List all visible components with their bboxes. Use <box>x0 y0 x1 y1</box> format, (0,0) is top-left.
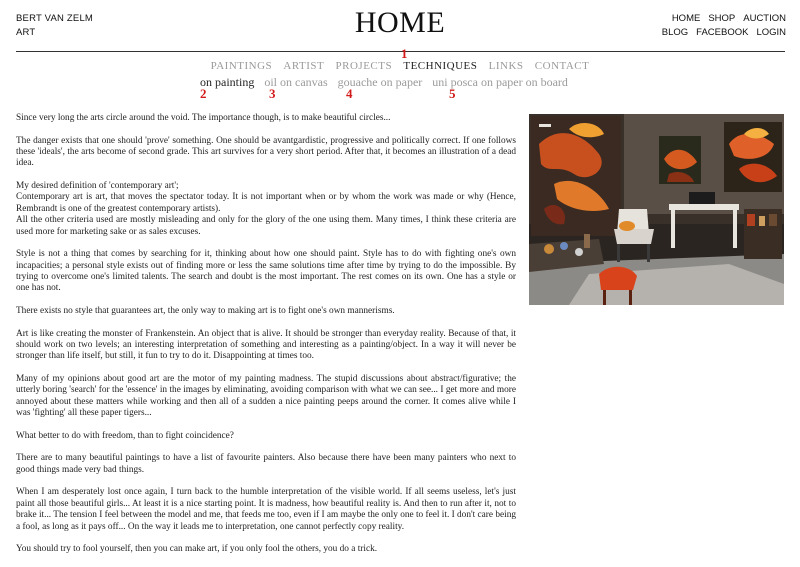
paragraph: You should try to fool yourself, then you can make art, if you only fool the others, you do a trick. <box>16 544 378 555</box>
annotation-marker-4: 4 <box>346 86 353 101</box>
paragraph: There are to many beautiful paintings to have a list of favourite painters. Also because there have been many painters who next to good things made very bad things. <box>16 453 516 475</box>
paragraph: Art is like creating the monster of Frankenstein. An object that is alive. It should be stronger than everyday reality. Because of that, it should work on two levels; an interesting interpretation of something and interesting as a painting/object. In a way it will never be stronger than life itself, but still, it fun to try to do it. Disappointing at times too. <box>16 328 516 362</box>
paragraph: Style is not a thing that comes by searching for it, thinking about how one should paint. Style has to do with fighting one's own incapacities; a personal style exists out of finding more or less the same solutions time after time by trying to do the impossible. By trying to overcome one's limited talents. The search and doubt is the most important. The rest comes on its own. One has a style or one has not. <box>16 249 516 294</box>
paragraph: Many of my opinions about good art are the motor of my painting madness. The stupid discussions about abstract/figurative; the utterly boring 'search' for the 'essence' in the images by eliminating, avoiding comparison with what we can see... I get more and more annoyed about these matters while working and then all of a sudden a nice painting peeps around the corner. It comes alive while I was 'fighting' all these paper tigers... <box>16 374 516 419</box>
brand-subtitle[interactable]: ART <box>16 27 36 38</box>
sub-nav-uni-posca[interactable]: uni posca on paper on board <box>432 75 568 89</box>
annotation-marker-1: 1 <box>401 46 408 61</box>
paragraph: Since very long the arts circle around the void. The importance though, is to make beautiful circles... <box>16 113 391 123</box>
paragraph: My desired definition of 'contemporary art'; Contemporary art is art, that moves the spectator today. It is not important when or by whom the work was made or why (Hence, Rembrandt is one of the greatest contemporary artists). All the other criteria used are mostly misleading and only for the glory of the one using them. Many times, I think these criteria are used more for marketing sake or as sales excuses. <box>16 181 516 237</box>
main-nav-techniques[interactable]: TECHNIQUES <box>403 60 478 72</box>
nav-home-link[interactable]: HOME <box>671 13 701 24</box>
nav-login-link[interactable]: LOGIN <box>756 27 786 38</box>
nav-shop-link[interactable]: SHOP <box>708 13 736 24</box>
sub-nav-oil-on-canvas[interactable]: oil on canvas <box>264 75 328 89</box>
sub-nav-on-painting[interactable]: on painting <box>200 75 255 89</box>
paragraph: When I am desperately lost once again, I turn back to the humble interpretation of the visible world. If all seems useless, let's just paint all those beautiful girls... At least it is a nice starting point. It is madness, how beautiful reality is. And then to run after it, not to brake it... The tension I feel between the model and me, that feeds me too, even if I am maybe the only one to feel it. I don't care being a fool, as long as it pays off... On the way it leads me to interpretation, one cannot perfectly copy reality. <box>16 487 517 532</box>
sub-nav <box>200 75 578 90</box>
paragraph: What better to do with freedom, than to fight coincidence? <box>16 430 234 441</box>
main-nav-links[interactable]: LINKS <box>488 60 524 72</box>
top-nav <box>654 12 786 40</box>
nav-auction-link[interactable]: AUCTION <box>743 13 786 24</box>
main-nav-paintings[interactable]: PAINTINGS <box>210 60 273 72</box>
main-nav <box>0 60 800 72</box>
annotation-marker-3: 3 <box>269 86 276 101</box>
studio-photo <box>529 114 784 305</box>
paragraph: The danger exists that one should 'prove' something. One should be avantgardistic, progressive and politically correct. If one follows these 'ideals', the arts become of second grade. This art survives for a very short period. After that, it becomes an illustration of a dead idea. <box>16 135 516 169</box>
annotation-marker-2: 2 <box>200 86 207 101</box>
page-title: HOME <box>354 6 446 39</box>
main-nav-contact[interactable]: CONTACT <box>534 60 590 72</box>
studio-photo-illustration <box>529 114 784 305</box>
annotation-marker-5: 5 <box>449 86 456 101</box>
sub-nav-gouache-on-paper[interactable]: gouache on paper <box>337 75 423 89</box>
main-nav-artist[interactable]: ARTIST <box>283 60 325 72</box>
main-nav-projects[interactable]: PROJECTS <box>335 60 393 72</box>
brand-name[interactable]: BERT VAN ZELM <box>16 13 94 24</box>
article-text <box>16 113 516 567</box>
nav-blog-link[interactable]: BLOG <box>661 27 689 38</box>
nav-facebook-link[interactable]: FACEBOOK <box>696 27 749 38</box>
paragraph: There exists no style that guarantees art, the only way to making art is to fight one's own mannerisms. <box>16 306 395 317</box>
